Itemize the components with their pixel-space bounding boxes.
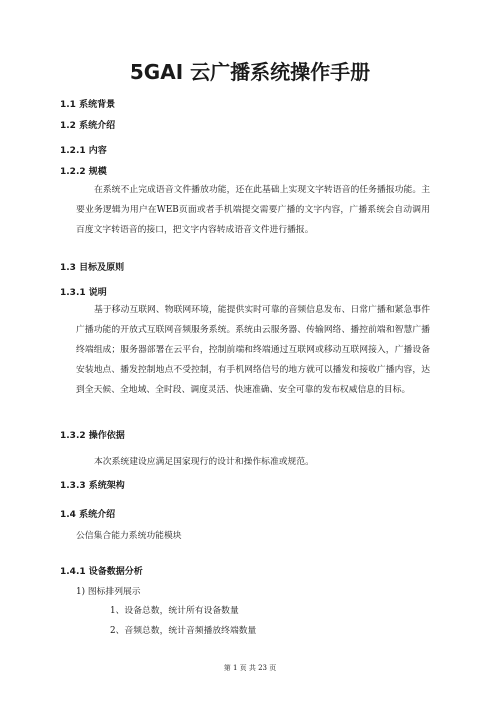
intro-paragraph: 公信集合能力系统功能模块: [76, 531, 182, 541]
document-title: 5GAI 云广播系统操作手册: [129, 60, 371, 84]
heading-1-2: 1.2 系统介绍: [60, 121, 116, 131]
heading-1-1: 1.1 系统背景: [60, 100, 116, 110]
heading-1-3: 1.3 目标及原则: [60, 263, 125, 273]
heading-1-4: 1.4 系统介绍: [60, 510, 116, 520]
page-number-footer: 第 1 页 共 23 页: [223, 664, 277, 672]
heading-1-2-1: 1.2.1 内容: [60, 146, 107, 156]
heading-1-3-1: 1.3.1 说明: [60, 288, 107, 298]
description-paragraph-text: 基于移动互联网、物联网环境，能提供实时可靠的音频信息发布、日常广播和紧急事件广播功能的开放式互联网音频服务系统。系统由云服务器、传输网络、播控前端和智慧广播终端组成；服务器部署在云平台，控制前端和终端通过互联网或移动互联网接入，广播设备安装地点、播发控制地点不受控制，有手机网络信号的地方就可以播发和接收广播内容，达到全天候、全地域、全时段、调度灵活、快速准确、安全可靠的发布权威信息的目标。: [76, 305, 430, 395]
heading-1-3-3: 1.3.3 系统架构: [60, 481, 125, 491]
list-item-device-total: 1、设备总数，统计所有设备数量: [110, 606, 239, 616]
heading-1-2-2: 1.2.2 规模: [60, 167, 107, 177]
basis-paragraph: 本次系统建设应满足国家现行的设计和操作标准或规范。: [94, 457, 314, 467]
heading-1-4-1: 1.4.1 设备数据分析: [60, 567, 143, 577]
list-item-audio-total: 2、音频总数，统计音频播放终端数量: [110, 626, 257, 636]
heading-1-3-2: 1.3.2 操作依据: [60, 431, 125, 441]
scale-paragraph-text: 在系统不止完成语音文件播放功能，还在此基础上实现文字转语音的任务播报功能。主要业务逻辑为用户在WEB页面或者手机端提交需要广播的文字内容，广播系统会自动调用百度文字转语音的接口，把文字内容转成语音文件进行播报。: [76, 185, 430, 235]
list-heading: 1) 图标排列展示: [76, 587, 141, 597]
description-paragraph: [76, 300, 430, 400]
scale-paragraph: [76, 180, 430, 240]
